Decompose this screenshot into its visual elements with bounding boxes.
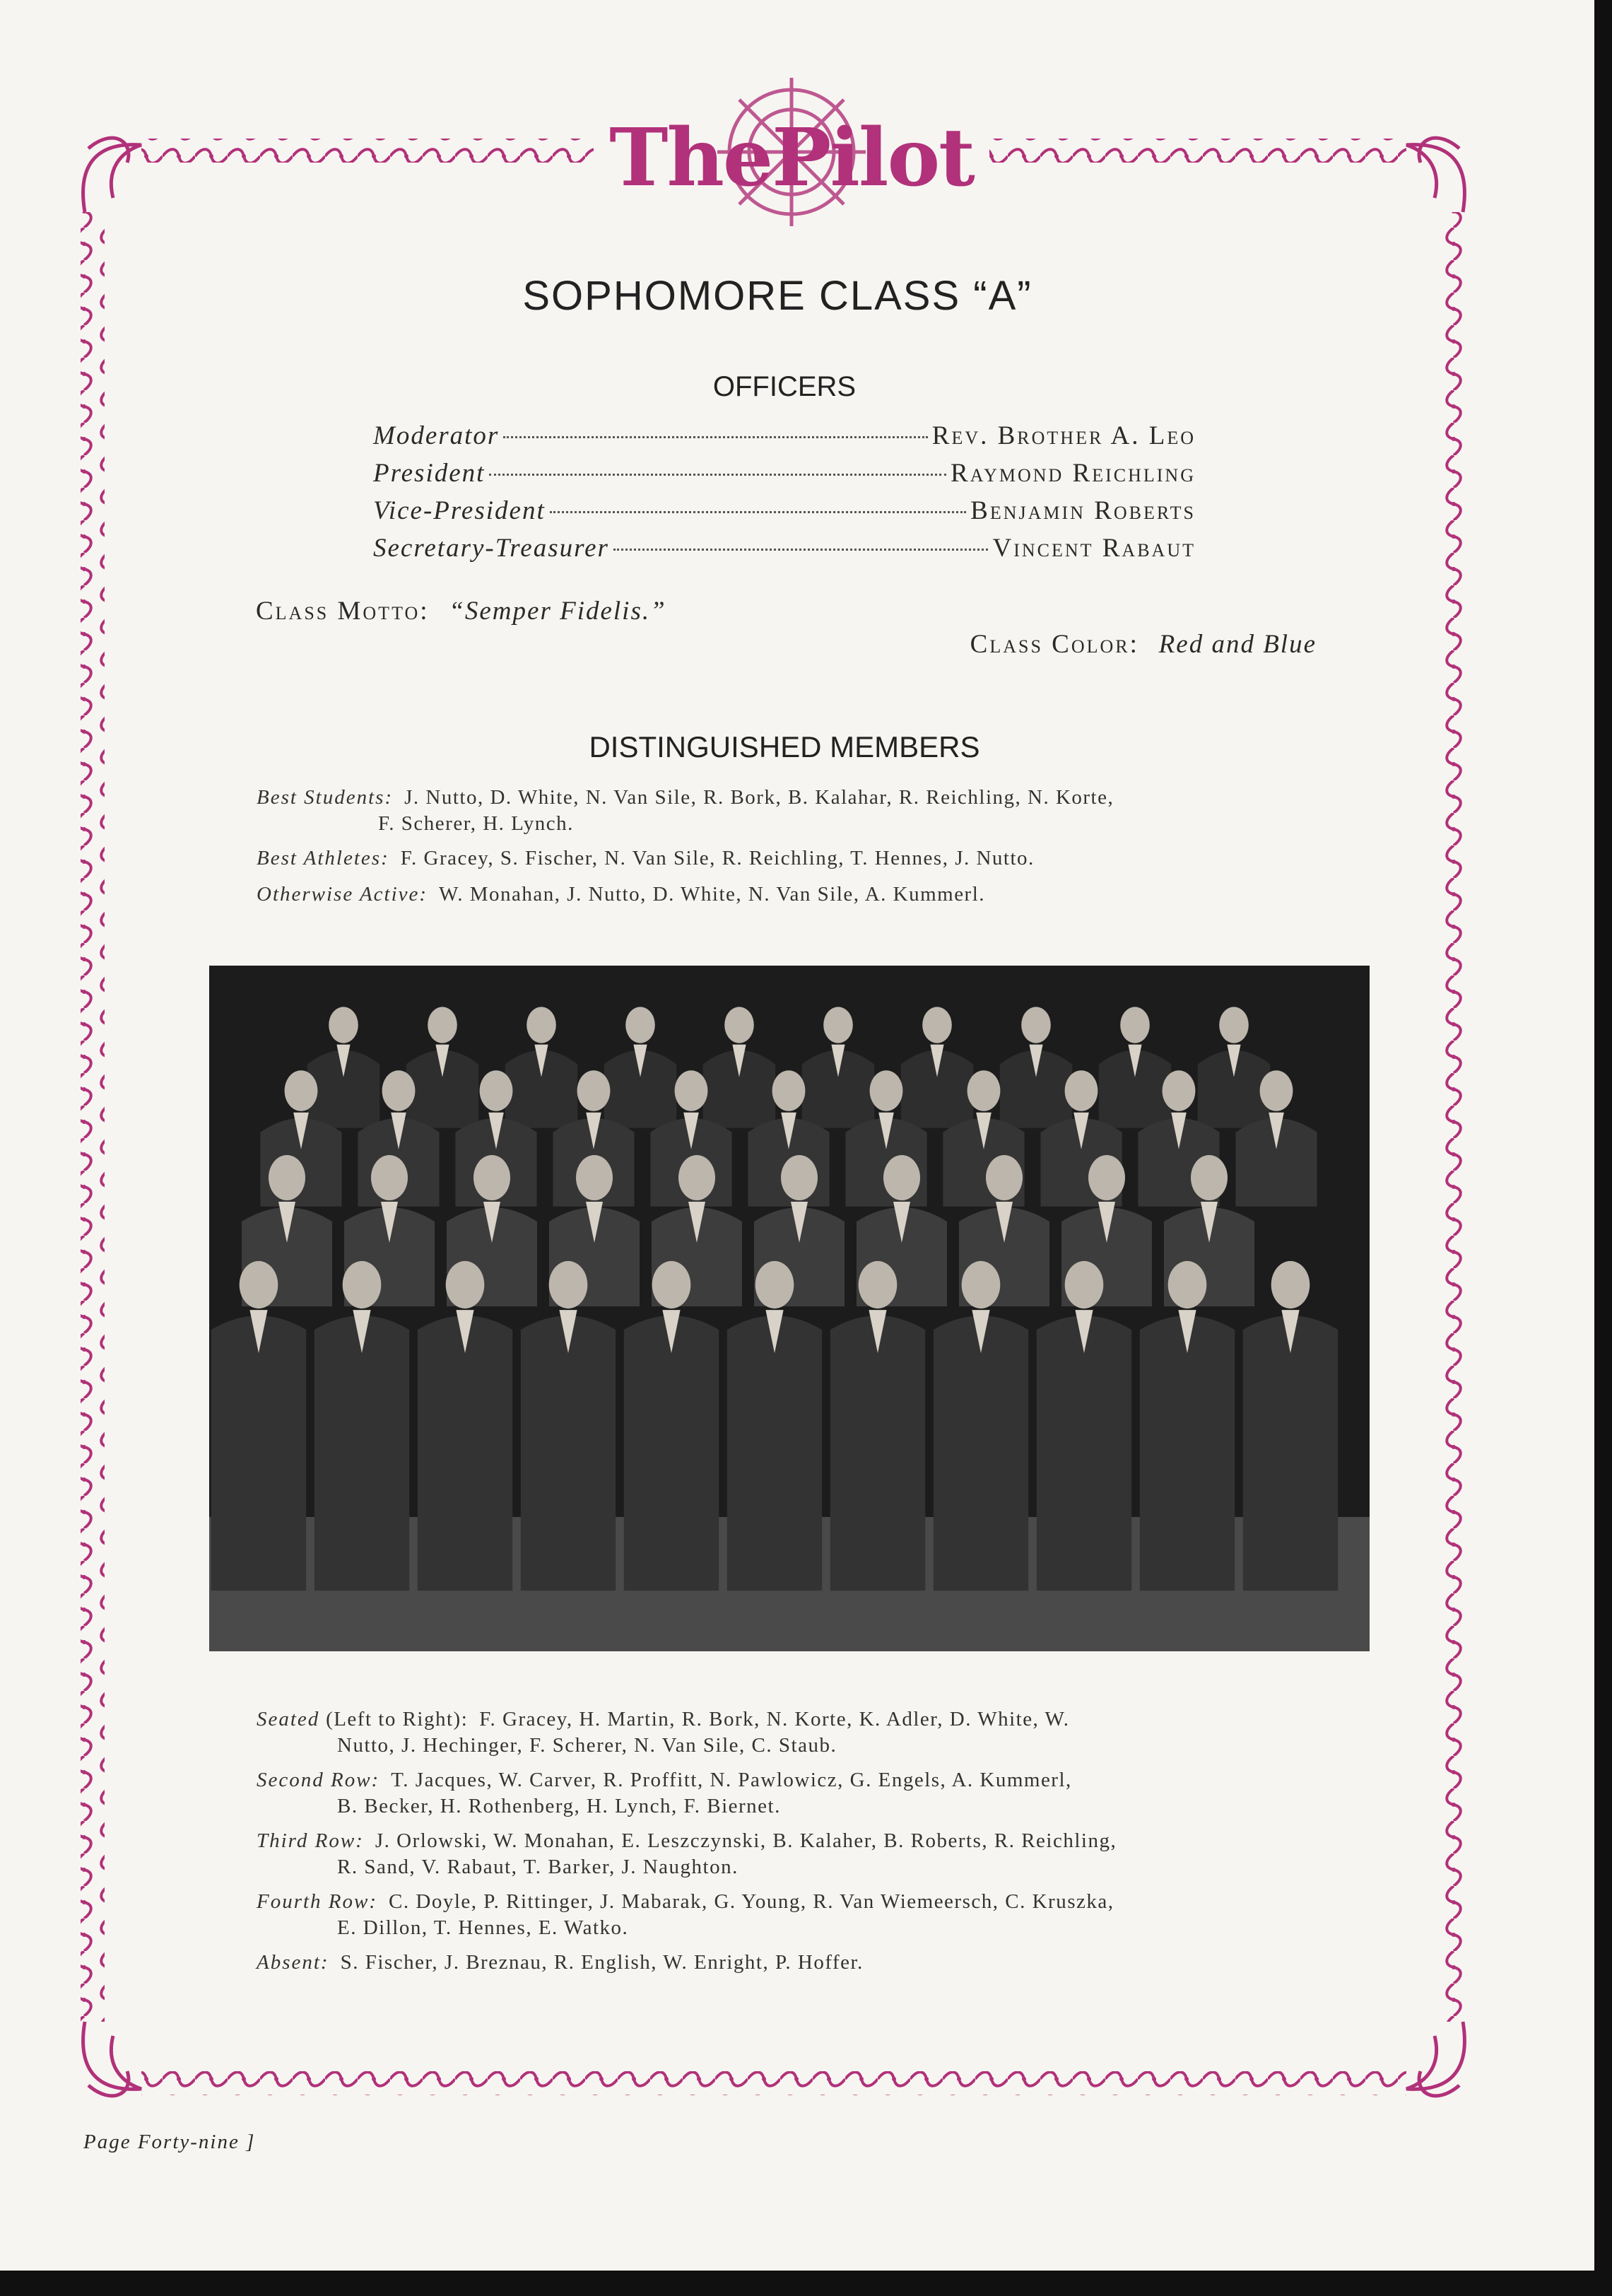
caption-absent-label: Absent:: [257, 1951, 329, 1974]
officer-name: Vincent Rabaut: [992, 534, 1196, 563]
officer-name: Raymond Reichling: [951, 459, 1196, 488]
caption-fourth-row: [257, 1889, 1317, 1941]
color-label: Class Color:: [970, 630, 1139, 659]
caption-third-line2: R. Sand, V. Rabaut, T. Barker, J. Naughton.: [337, 1856, 739, 1878]
officer-name: Rev. Brother A. Leo: [931, 421, 1196, 450]
officer-row-moderator: [373, 421, 1196, 456]
officer-role: Secretary-Treasurer: [373, 534, 609, 563]
best-athletes: [257, 845, 1317, 872]
otherwise-active-label: Otherwise Active:: [257, 883, 428, 906]
officer-row-president: [373, 458, 1196, 493]
otherwise-active-line1: W. Monahan, J. Nutto, D. White, N. Van Sile, A. Kummerl.: [439, 883, 986, 906]
best-athletes-label: Best Athletes:: [257, 847, 389, 869]
distinguished-heading: DISTINGUISHED MEMBERS: [589, 730, 980, 763]
caption-third-label: Third Row:: [257, 1829, 364, 1852]
leader-dots: [503, 436, 927, 438]
motto-value: “Semper Fidelis.”: [449, 597, 666, 626]
caption-seated-line2: Nutto, J. Hechinger, F. Scherer, N. Van Sile, C. Staub.: [337, 1734, 837, 1757]
officer-row-vice-president: [373, 496, 1196, 531]
caption-third-line1: J. Orlowski, W. Monahan, E. Leszczynski, B. Kalaher, B. Roberts, R. Reichling,: [375, 1829, 1117, 1852]
best-students-line2: F. Scherer, H. Lynch.: [378, 812, 574, 835]
caption-fourth-line2: E. Dillon, T. Hennes, E. Watko.: [337, 1916, 629, 1939]
caption-seated: [257, 1706, 1317, 1759]
otherwise-active: [257, 882, 1317, 908]
caption-seated-line1: F. Gracey, H. Martin, R. Bork, N. Korte, K. Adler, D. White, W.: [479, 1708, 1070, 1730]
motto-label: Class Motto:: [256, 597, 430, 626]
leader-dots: [550, 511, 966, 513]
best-students-line1: J. Nutto, D. White, N. Van Sile, R. Bork, B. Kalahar, R. Reichling, N. Korte,: [404, 786, 1114, 809]
caption-second-label: Second Row:: [257, 1769, 380, 1791]
caption-fourth-label: Fourth Row:: [257, 1890, 378, 1913]
caption-seated-label: Seated: [257, 1708, 320, 1730]
officer-role: President: [373, 459, 486, 488]
caption-second-line1: T. Jacques, W. Carver, R. Proffitt, N. Pawlowicz, G. Engels, A. Kummerl,: [391, 1769, 1072, 1791]
officer-role: Moderator: [373, 421, 500, 450]
best-athletes-line1: F. Gracey, S. Fischer, N. Van Sile, R. Reichling, T. Hennes, J. Nutto.: [400, 847, 1035, 869]
caption-absent: [257, 1950, 1317, 1976]
masthead-title: ThePilot: [609, 112, 974, 204]
caption-absent-line1: S. Fischer, J. Breznau, R. English, W. Enright, P. Hoffer.: [340, 1951, 864, 1974]
caption-second-row: [257, 1767, 1317, 1820]
page-title: SOPHOMORE CLASS “A”: [522, 273, 1032, 319]
caption-third-row: [257, 1828, 1317, 1880]
best-students-label: Best Students:: [257, 786, 394, 809]
officer-row-secretary-treasurer: [373, 533, 1196, 568]
leader-dots: [613, 549, 989, 551]
color-value: Red and Blue: [1158, 630, 1317, 659]
caption-seated-qualifier: (Left to Right):: [326, 1708, 469, 1730]
class-motto: [256, 596, 666, 626]
caption-fourth-line1: C. Doyle, P. Rittinger, J. Mabarak, G. Young, R. Van Wiemeersch, C. Kruszka,: [389, 1890, 1114, 1913]
class-group-photo: [209, 966, 1370, 1651]
page-number: Page Forty-nine ]: [83, 2131, 256, 2153]
best-students: [257, 785, 1317, 837]
officer-role: Vice-President: [373, 496, 546, 525]
masthead-logo: [608, 83, 975, 225]
caption-second-line2: B. Becker, H. Rothenberg, H. Lynch, F. Biernet.: [337, 1795, 781, 1817]
leader-dots: [489, 474, 946, 476]
class-color: [970, 629, 1317, 660]
officers-heading: OFFICERS: [712, 371, 857, 402]
officer-name: Benjamin Roberts: [970, 496, 1196, 525]
photo-silhouettes: [209, 966, 1370, 1651]
